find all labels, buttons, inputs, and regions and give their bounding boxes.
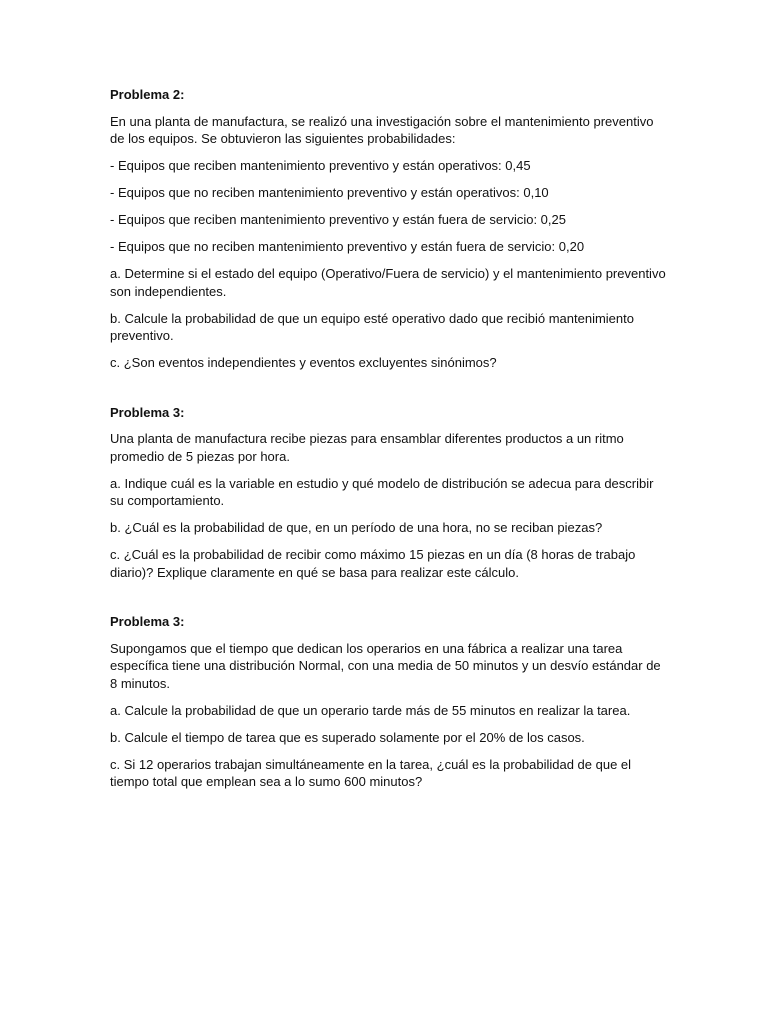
question-b: b. Calcule la probabilidad de que un equipo esté operativo dado que recibió mantenimiento preventivo. xyxy=(110,310,634,343)
probability-item: - Equipos que reciben mantenimiento preventivo y están operativos: 0,45 xyxy=(110,158,531,173)
question-b: b. Calcule el tiempo de tarea que es superado solamente por el 20% de los casos. xyxy=(110,729,585,745)
question-c: c. ¿Son eventos independientes y eventos excluyentes sinónimos? xyxy=(110,355,497,370)
question-a: a. Indique cuál es la variable en estudio y qué modelo de distribución se adecua para describir su comportamiento. xyxy=(110,475,654,508)
problem-3-section xyxy=(110,404,670,582)
question-c: c. ¿Cuál es la probabilidad de recibir como máximo 15 piezas en un día (8 horas de trabajo diario)? Explique claramente en qué se basa para realizar este cálculo. xyxy=(110,547,636,580)
problem-heading: Problema 3: xyxy=(110,404,185,420)
problem-heading: Problema 2: xyxy=(110,87,185,102)
question-a: a. Calcule la probabilidad de que un operario tarde más de 55 minutos en realizar la tarea. xyxy=(110,702,631,718)
question-a: a. Determine si el estado del equipo (Operativo/Fuera de servicio) y el mantenimiento preventivo son independientes. xyxy=(110,266,666,299)
problem-heading: Problema 3: xyxy=(110,614,185,629)
question-c: c. Si 12 operarios trabajan simultáneamente en la tarea, ¿cuál es la probabilidad de que el tiempo total que emplean sea a lo sumo 600 minutos? xyxy=(110,756,632,789)
document-page xyxy=(110,86,670,800)
problem-intro: Supongamos que el tiempo que dedican los operarios en una fábrica a realizar una tarea específica tiene una distribución Normal, con una media de 50 minutos y un desvío estándar de 8 minutos. xyxy=(110,640,661,691)
probability-item: - Equipos que reciben mantenimiento preventivo y están fuera de servicio: 0,25 xyxy=(110,212,566,227)
probability-item: - Equipos que no reciben mantenimiento preventivo y están fuera de servicio: 0,20 xyxy=(110,239,585,254)
question-b: b. ¿Cuál es la probabilidad de que, en un período de una hora, no se reciban piezas? xyxy=(110,520,603,535)
problem-intro: En una planta de manufactura, se realizó una investigación sobre el mantenimiento preventivo de los equipos. Se obtuvieron las siguientes probabilidades: xyxy=(110,113,654,146)
probability-item: - Equipos que no reciben mantenimiento preventivo y están operativos: 0,10 xyxy=(110,185,549,200)
problem-intro: Una planta de manufactura recibe piezas para ensamblar diferentes productos a un ritmo promedio de 5 piezas por hora. xyxy=(110,431,624,464)
problem-3b-section xyxy=(110,613,670,791)
problem-2-section xyxy=(110,86,670,372)
